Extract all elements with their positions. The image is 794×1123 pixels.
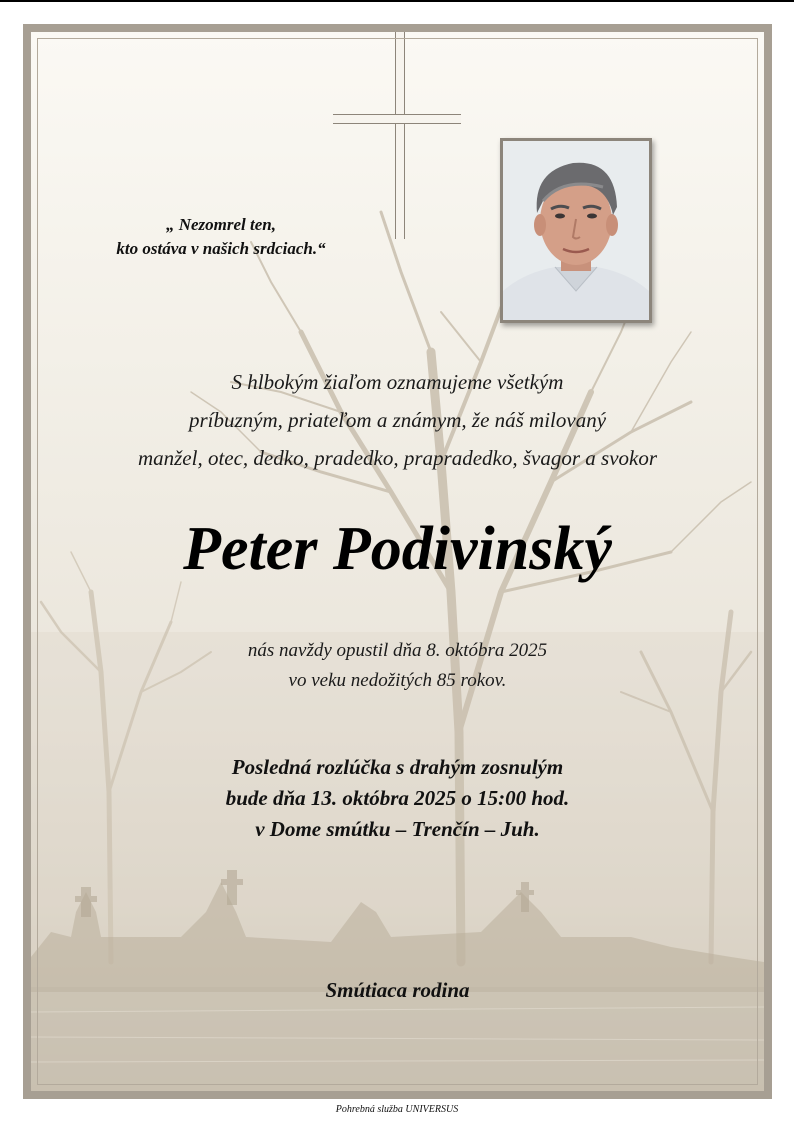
announcement-line-1: S hlbokým žiaľom oznamujeme všetkým [231,370,564,394]
cross-icon [395,32,405,239]
death-info-line-2: vo veku nedožitých 85 rokov. [288,670,507,691]
portrait-image [503,141,649,320]
quote-line-1: „ Nezomrel ten, [165,215,277,234]
obituary-card [23,24,772,1099]
death-info-line-1: nás navždy opustil dňa 8. októbra 2025 [247,640,548,661]
funeral-info [31,752,764,845]
top-rule [0,0,794,2]
portrait-photo [500,138,652,323]
death-info [31,636,764,696]
footer-credit: Pohrebná služba UNIVERSUS [335,1104,459,1115]
announcement-line-2: príbuzným, priateľom a známym, že náš milovaný [188,408,607,432]
quote-line-2: kto ostáva v našich srdciach.“ [116,239,326,258]
funeral-info-line-1: Posledná rozlúčka s drahým zosnulým [231,755,564,779]
cross-icon-bar [333,114,461,124]
deceased-name: Peter Podivinský [183,515,612,583]
card-paper [31,32,764,1091]
portrait-drawing [503,141,649,320]
funeral-info-line-3: v Dome smútku – Trenčín – Juh. [255,817,540,841]
announcement-line-3: manžel, otec, dedko, pradedko, prapradedko, švagor a svokor [137,446,658,470]
family-signature: Smútiaca rodina [325,978,470,1002]
memorial-quote [71,213,371,261]
funeral-info-line-2: bude dňa 13. októbra 2025 o 15:00 hod. [225,786,570,810]
